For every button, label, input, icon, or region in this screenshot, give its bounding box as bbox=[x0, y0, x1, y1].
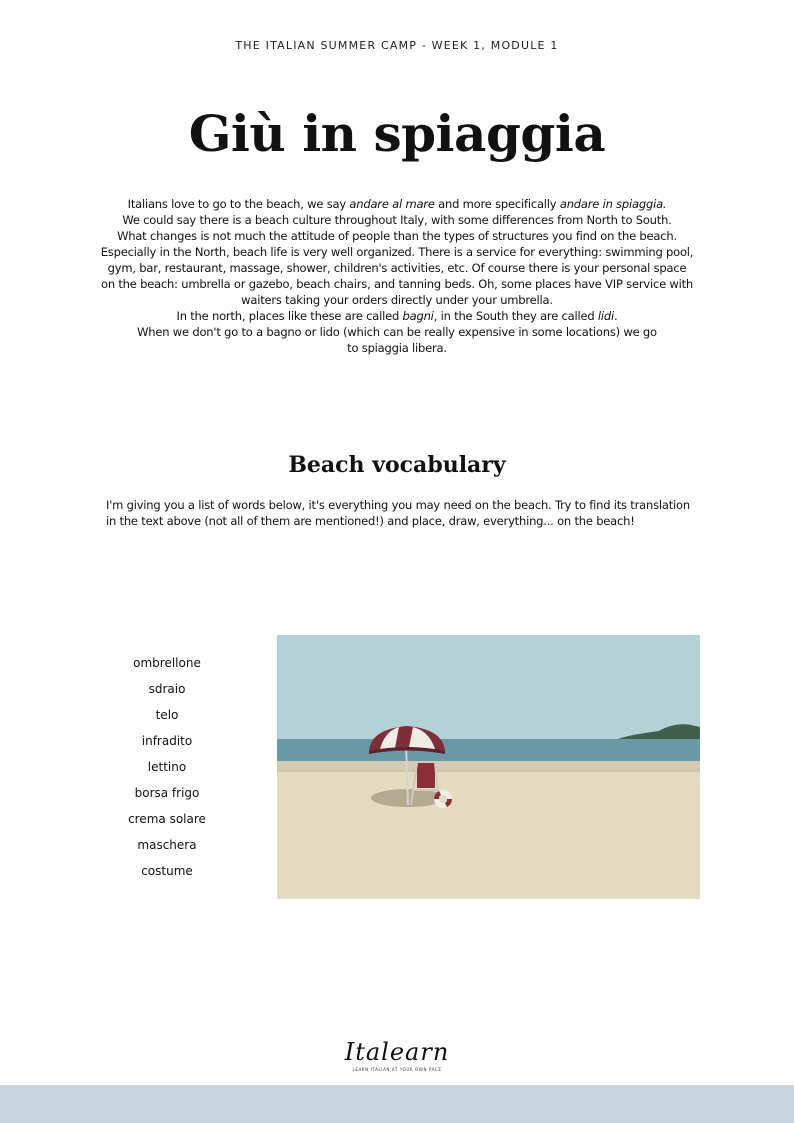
vocabulary-word: costume bbox=[141, 864, 193, 878]
footer-band bbox=[0, 1085, 794, 1123]
header-label: THE ITALIAN SUMMER CAMP - WEEK 1, MODULE 1 bbox=[235, 39, 559, 52]
sand bbox=[277, 770, 700, 899]
vocabulary-word: borsa frigo bbox=[134, 786, 200, 800]
intro-line: Italians love to go to the beach, we say andare al mare and more specifically andare in spiaggia. bbox=[127, 197, 667, 211]
italearn-logo bbox=[0, 1038, 794, 1066]
vocabulary-word-list bbox=[102, 655, 232, 889]
intro-line: to spiaggia libera. bbox=[347, 341, 447, 355]
vocabulary-word: telo bbox=[155, 708, 179, 722]
vocabulary-word: infradito bbox=[141, 734, 193, 748]
sky bbox=[277, 635, 700, 741]
vocabulary-word: ombrellone bbox=[133, 656, 201, 670]
vocabulary-word: lettino bbox=[147, 760, 187, 774]
wet-sand-line bbox=[277, 769, 700, 772]
vocabulary-word: sdraio bbox=[148, 682, 186, 696]
vocabulary-intro-line: I'm giving you a list of words below, it's everything you may need on the beach. Try to find its translation bbox=[106, 498, 690, 512]
vocabulary-word: maschera bbox=[137, 838, 197, 852]
page-title: Giù in spiaggia bbox=[188, 104, 606, 163]
sea bbox=[277, 739, 700, 761]
vocabulary-intro-line: in the text above (not all of them are mentioned!) and place, draw, everything... on the beach! bbox=[106, 514, 635, 528]
intro-line: We could say there is a beach culture throughout Italy, with some differences from North to South. bbox=[122, 213, 672, 227]
intro-text bbox=[100, 196, 694, 356]
vocabulary-intro bbox=[106, 497, 706, 529]
intro-line: Especially in the North, beach life is very well organized. There is a service for everything: swimming pool, gym, bar, restaurant, massage, shower, children's activities, etc. Of course there is your personal space on the beach: umbrella or gazebo, beach chairs, and tanning beds. Oh, some places have VIP service with waiters taking your orders directly under your umbrella. bbox=[100, 245, 694, 307]
section-title-beach-vocabulary: Beach vocabulary bbox=[288, 452, 506, 478]
intro-line: In the north, places like these are called bagni, in the South they are called lidi. bbox=[176, 309, 618, 323]
intro-line: When we don't go to a bagno or lido (which can be really expensive in some locations) we go bbox=[137, 325, 657, 339]
logo-tagline: LEARN ITALIAN AT YOUR OWN PACE bbox=[352, 1067, 442, 1072]
intro-line: What changes is not much the attitude of people than the types of structures you find on the beach. bbox=[117, 229, 677, 243]
lifebuoy bbox=[434, 790, 452, 808]
logo-wordmark: Italearn bbox=[344, 1038, 450, 1066]
vocabulary-word: crema solare bbox=[128, 812, 206, 826]
beach-illustration bbox=[277, 635, 700, 899]
